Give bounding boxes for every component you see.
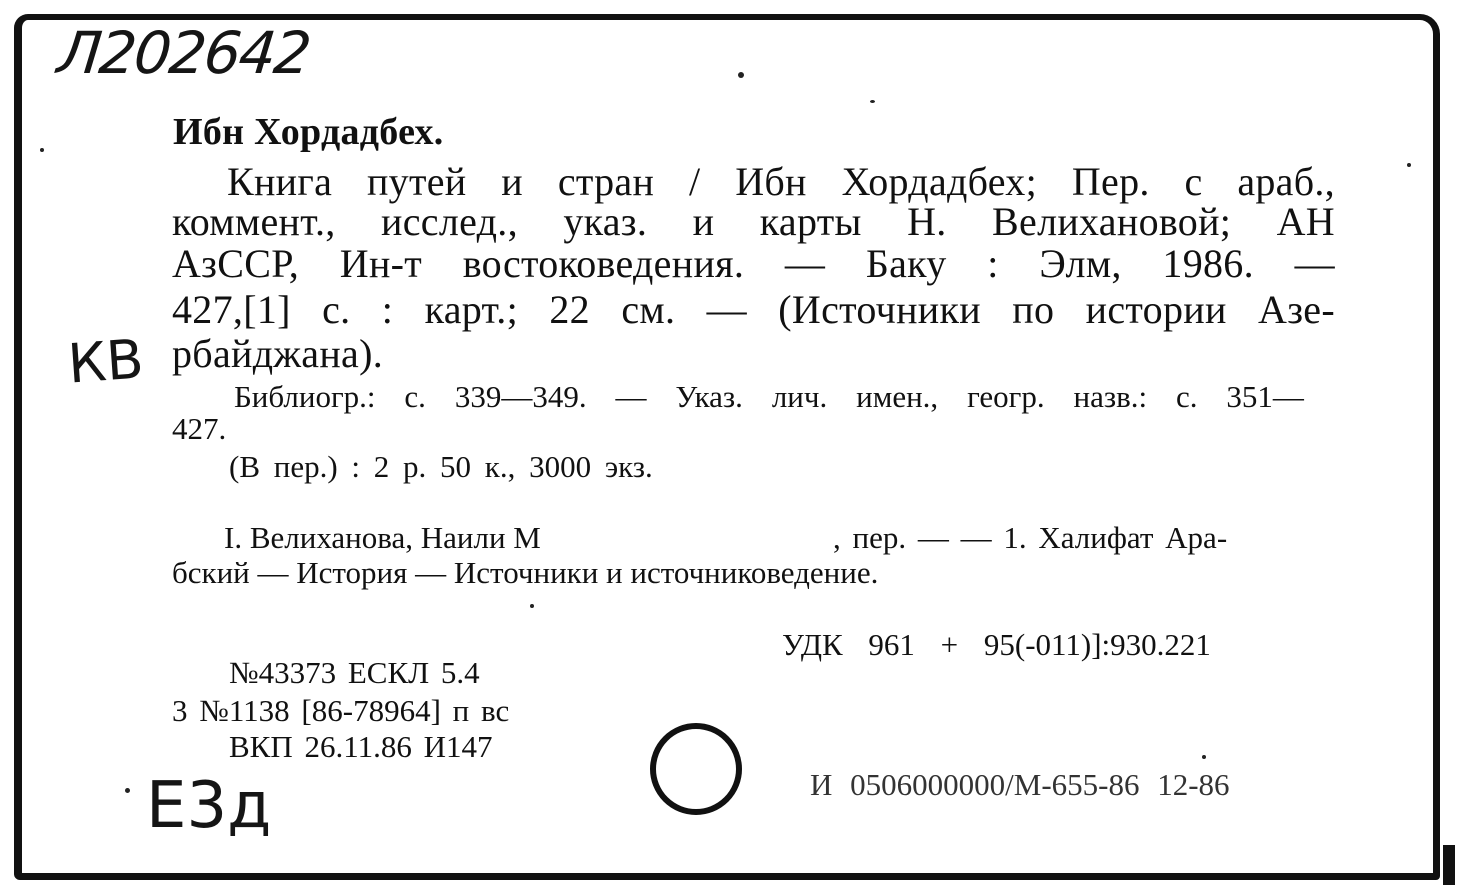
tracings-line-1a: I. Велиханова, Наили М (224, 520, 541, 555)
title-word: востоковедения. (462, 241, 745, 286)
title-word: АзССР, (172, 241, 300, 286)
title-word: : (381, 287, 394, 332)
title-word: и (692, 199, 715, 244)
title-word: Пер. (1071, 159, 1150, 204)
handwritten-mark-kb: КВ (65, 327, 146, 396)
title-line-3 (172, 242, 1335, 286)
record-number: №43373 ЕСКЛ 5.4 (229, 655, 480, 690)
title-word: 1986. (1162, 241, 1254, 286)
title-word: Велихановой; (992, 199, 1232, 244)
note-word: с. (404, 379, 426, 414)
title-line-4 (172, 288, 1335, 332)
title-word: указ. (563, 199, 648, 244)
printed-circle-mark (650, 723, 742, 815)
note-word: геогр. (967, 379, 1045, 414)
title-word: Ибн (735, 159, 807, 204)
title-line-1 (227, 160, 1335, 204)
note-word: — (615, 379, 647, 414)
title-word: Хордадбех; (841, 159, 1038, 204)
scan-speck (870, 100, 875, 103)
price-and-print-run: (В пер.) : 2 р. 50 к., 3000 экз. (229, 449, 653, 484)
title-word: Азе- (1258, 287, 1335, 332)
note-word: 339—349. (454, 379, 587, 414)
title-word: исслед., (381, 199, 518, 244)
note-word: Библиогр.: (234, 379, 376, 414)
title-word: коммент., (172, 199, 336, 244)
title-word: с (1184, 159, 1203, 204)
order-number: 3 №1138 [86-78964] п вс (172, 693, 510, 728)
title-word: / (689, 159, 701, 204)
title-word: карты (759, 199, 862, 244)
title-word: АН (1276, 199, 1335, 244)
title-word: путей (366, 159, 467, 204)
scan-edge-mark (1443, 845, 1455, 885)
title-word: и (501, 159, 524, 204)
entry-heading: Ибн Хордадбех. (173, 111, 444, 153)
title-line-2 (172, 200, 1335, 244)
title-word: (Источники (778, 287, 981, 332)
note-word: Указ. (675, 379, 743, 414)
vkp-line: ВКП 26.11.86 И147 (229, 729, 493, 764)
scan-speck (125, 788, 130, 793)
scan-speck (1407, 163, 1411, 167)
title-word: Н. (907, 199, 947, 244)
note-word: назв.: (1073, 379, 1148, 414)
title-word: с. (322, 287, 351, 332)
title-word: Баку (865, 241, 947, 286)
tracings-line-2: бский — История — Источники и источниковедение. (172, 555, 879, 590)
title-word: см. (621, 287, 676, 332)
bibliography-note-line-1 (234, 380, 1304, 414)
note-word: имен., (856, 379, 939, 414)
tracings-line-1b: , пер. — — 1. Халифат Ара- (833, 520, 1228, 555)
publisher-index: И 0506000000/М-655-86 12-86 (810, 767, 1230, 802)
title-word: 427,[1] (172, 287, 291, 332)
title-word: — (1294, 241, 1335, 286)
title-word: Элм, (1039, 241, 1122, 286)
title-word: араб., (1237, 159, 1335, 204)
title-word: Книга (227, 159, 333, 204)
handwritten-call-number: Л202642 (54, 19, 313, 87)
title-word: карт.; (424, 287, 519, 332)
handwritten-mark-ezd: Е3д (146, 769, 272, 843)
scan-speck (530, 604, 534, 608)
title-word: 22 (549, 287, 590, 332)
title-word: : (987, 241, 999, 286)
title-word: истории (1085, 287, 1227, 332)
scan-speck (1202, 755, 1206, 759)
title-last-line: рбайджана). (172, 331, 384, 376)
title-word: — (784, 241, 826, 286)
note-word: с. (1176, 379, 1198, 414)
title-word: Ин-т (339, 241, 423, 286)
note-word: лич. (771, 379, 828, 414)
title-word: — (706, 287, 747, 332)
title-word: по (1012, 287, 1055, 332)
scan-speck (40, 148, 44, 152)
title-word: стран (557, 159, 655, 204)
note-word: 351— (1226, 379, 1304, 414)
scan-speck (738, 72, 744, 78)
udk-code: УДК 961 + 95(-011)]:930.221 (782, 627, 1211, 662)
bibliography-note-end: 427. (172, 411, 227, 446)
